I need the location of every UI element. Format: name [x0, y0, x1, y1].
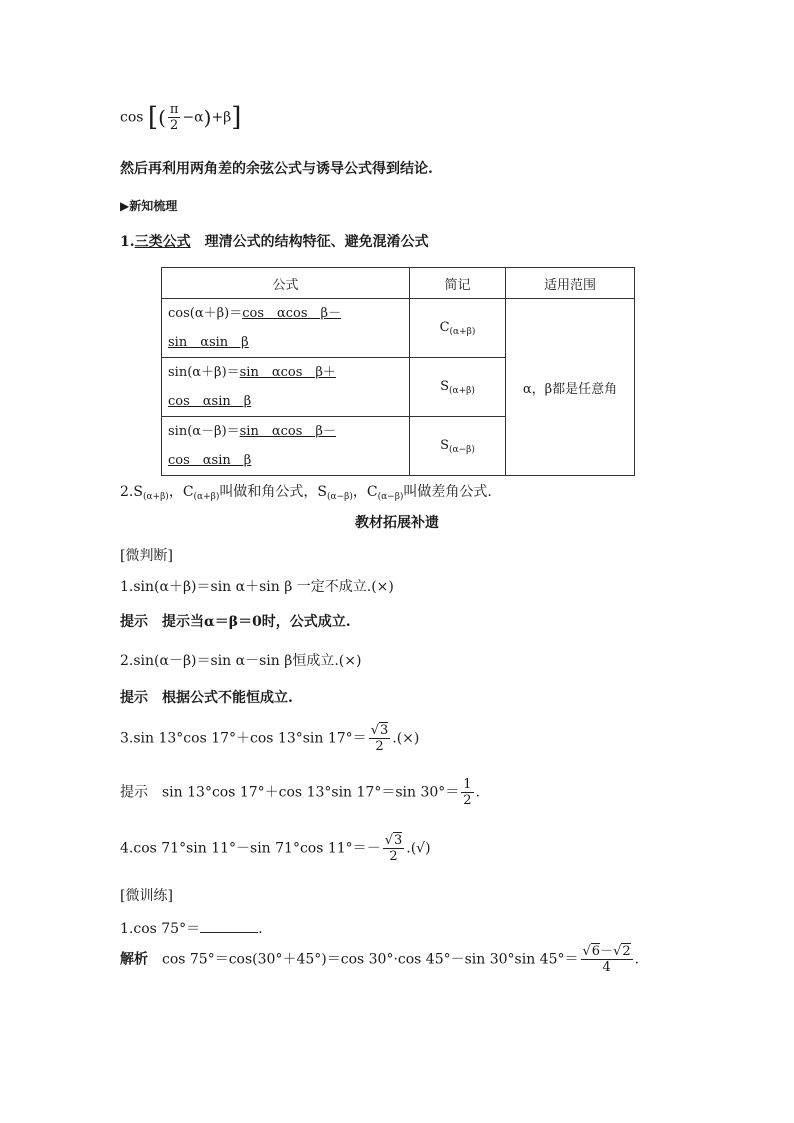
- question-4: 4.cos 71°sin 11°－sin 71°cos 11°＝－ $\frac{√3}{2}$ .(√): [120, 833, 431, 864]
- abbr-cell: $S_{(\alpha-\beta)}$: [410, 417, 506, 476]
- intro-sentence: 然后再利用两角差的余弦公式与诱导公式得到结论.: [120, 161, 433, 177]
- table-header: 适用范围: [506, 268, 635, 299]
- note-sum-diff: $2.S_{(\alpha+\beta)}$，$C_{(\alpha+\beta)}$叫做和角公式，$S_{(\alpha-\beta)}$，$C_{(\alpha-\beta)}$叫做差角公式.: [120, 484, 492, 502]
- abbr-cell: $S_{(\alpha+\beta)}$: [410, 358, 506, 417]
- formula-cell: sin(α＋β)＝sin αcos β＋ cos αsin β: [162, 358, 410, 417]
- center-title: 教材拓展补遗: [355, 515, 439, 531]
- formula-cell: cos(α＋β)＝cos αcos β－ sin αsin β: [162, 299, 410, 358]
- intro-formula: cos [( $\frac{\pi}{2}$ −α)+β]: [120, 102, 242, 133]
- judge-heading: [微判断]: [120, 548, 173, 564]
- hint-1: 提示 提示当α＝β＝0时，公式成立.: [120, 614, 351, 630]
- heading-three-formulas: 1.三类公式 理清公式的结构特征、避免混淆公式: [120, 234, 429, 250]
- table-row: [162, 299, 635, 358]
- intro-cos: cos: [120, 109, 144, 126]
- sqrt3-over-2-fraction: $\frac{√3}{2}$: [384, 833, 403, 864]
- solution-fraction: $\frac{√6-√2}{4}$: [582, 944, 631, 975]
- table-header: 简记: [410, 268, 506, 299]
- hint-3: 提示 sin 13°cos 17°＋cos 13°sin 17°＝sin 30°＝ $\frac{1}{2}$ .: [120, 777, 481, 808]
- formula-table: [161, 267, 635, 476]
- question-2: 2.sin(α－β)＝sin α－sin β恒成立.(×): [120, 653, 362, 669]
- one-half-fraction: $\frac{1}{2}$: [463, 777, 472, 808]
- question-3: 3.sin 13°cos 17°＋cos 13°sin 17°＝ $\frac{√3}{2}$ .(×): [120, 723, 420, 754]
- train-heading: [微训练]: [120, 888, 173, 904]
- range-cell: α，β都是任意角: [506, 299, 635, 476]
- section-new-knowledge: ▶新知梳理: [120, 199, 178, 213]
- train-question-1: 1.cos 75°＝ .: [120, 921, 263, 937]
- table-header: 公式: [162, 268, 410, 299]
- abbr-cell: $C_{(\alpha+\beta)}$: [410, 299, 506, 358]
- pi-over-2-fraction: $\frac{\pi}{2}$: [169, 102, 179, 133]
- heading-underlined: 三类公式: [134, 234, 191, 250]
- question-1: 1.sin(α＋β)＝sin α＋sin β 一定不成立.(×): [120, 579, 394, 595]
- solution-1: 解析 cos 75°＝cos(30°＋45°)＝cos 30°·cos 45°－sin 30°sin 45°＝ $\frac{√6-√2}{4}$ .: [120, 944, 640, 975]
- answer-blank[interactable]: [200, 920, 258, 933]
- formula-cell: sin(α－β)＝sin αcos β－ cos αsin β: [162, 417, 410, 476]
- hint-2: 提示 根据公式不能恒成立.: [120, 690, 293, 706]
- sqrt3-over-2-fraction: $\frac{√3}{2}$: [370, 723, 389, 754]
- table-header-row: [162, 268, 635, 299]
